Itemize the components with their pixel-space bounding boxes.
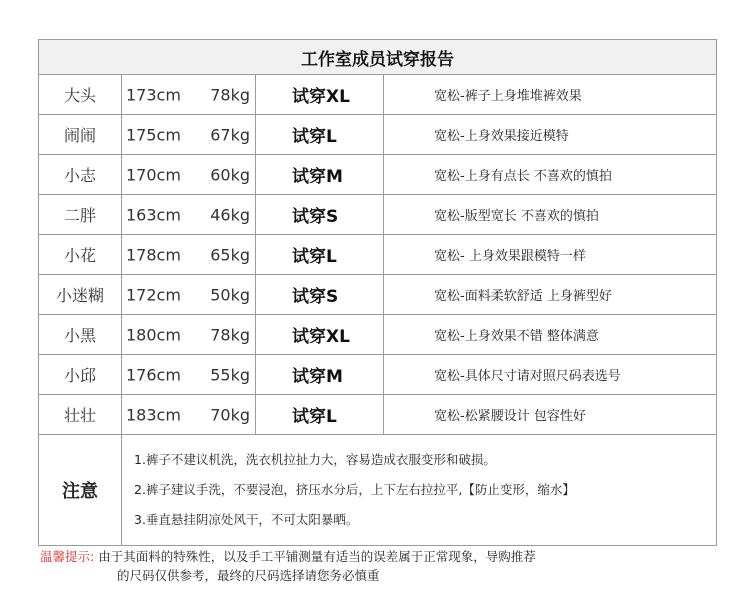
notes-label: 注意	[39, 435, 122, 546]
member-size: 试穿L	[256, 235, 384, 275]
notes-row	[39, 435, 717, 546]
member-size: 试穿M	[256, 355, 384, 395]
member-row	[39, 115, 717, 155]
member-name: 小花	[39, 235, 122, 275]
member-height: 183cm	[126, 405, 181, 424]
member-weight: 70kg	[210, 405, 250, 424]
tip-label: 温馨提示:	[40, 549, 95, 564]
member-measurements	[122, 155, 256, 195]
member-measurements	[122, 235, 256, 275]
member-name: 小志	[39, 155, 122, 195]
member-weight: 78kg	[210, 325, 250, 344]
member-height: 163cm	[126, 205, 181, 224]
member-fit-description: 宽松-版型宽长 不喜欢的慎拍	[384, 195, 717, 235]
member-fit-description: 宽松-上身有点长 不喜欢的慎拍	[384, 155, 717, 195]
member-row	[39, 395, 717, 435]
member-row	[39, 235, 717, 275]
member-fit-description: 宽松-裤子上身堆堆裤效果	[384, 75, 717, 115]
member-height: 178cm	[126, 245, 181, 264]
member-size: 试穿XL	[256, 315, 384, 355]
member-size: 试穿L	[256, 395, 384, 435]
member-weight: 50kg	[210, 285, 250, 304]
member-measurements	[122, 275, 256, 315]
note-item: 2.裤子建议手洗，不要浸泡，挤压水分后，上下左右拉拉平,【防止变形，缩水】	[134, 482, 575, 497]
member-size: 试穿S	[256, 195, 384, 235]
member-height: 172cm	[126, 285, 181, 304]
member-row	[39, 355, 717, 395]
member-measurements	[122, 115, 256, 155]
member-row	[39, 155, 717, 195]
member-row	[39, 315, 717, 355]
member-name: 小迷糊	[39, 275, 122, 315]
tip-line-1: 由于其面料的特殊性，以及手工平铺测量有适当的误差属于正常现象，导购推荐	[98, 549, 536, 564]
member-height: 180cm	[126, 325, 181, 344]
member-row	[39, 275, 717, 315]
title-row	[39, 40, 717, 75]
member-height: 176cm	[126, 365, 181, 384]
member-fit-description: 宽松-面料柔软舒适 上身裤型好	[384, 275, 717, 315]
report-table	[38, 39, 717, 546]
member-fit-description: 宽松-上身效果不错 整体满意	[384, 315, 717, 355]
member-weight: 67kg	[210, 125, 250, 144]
fitting-report	[38, 39, 716, 546]
member-size: 试穿L	[256, 115, 384, 155]
note-item: 1.裤子不建议机洗，洗衣机拉扯力大，容易造成衣服变形和破损。	[134, 452, 496, 467]
member-measurements	[122, 195, 256, 235]
report-title: 工作室成员试穿报告	[39, 40, 717, 75]
member-name: 闹闹	[39, 115, 122, 155]
member-weight: 46kg	[210, 205, 250, 224]
member-size: 试穿S	[256, 275, 384, 315]
member-weight: 60kg	[210, 165, 250, 184]
member-name: 小黑	[39, 315, 122, 355]
member-height: 170cm	[126, 165, 181, 184]
note-item: 3.垂直悬挂阴凉处风干，不可太阳暴晒。	[134, 512, 359, 527]
member-row	[39, 195, 717, 235]
member-height: 173cm	[126, 85, 181, 104]
member-measurements	[122, 75, 256, 115]
member-weight: 65kg	[210, 245, 250, 264]
warm-tip	[40, 547, 536, 585]
member-fit-description: 宽松-具体尺寸请对照尺码表选号	[384, 355, 717, 395]
member-size: 试穿M	[256, 155, 384, 195]
member-size: 试穿XL	[256, 75, 384, 115]
member-row	[39, 75, 717, 115]
member-measurements	[122, 315, 256, 355]
member-measurements	[122, 395, 256, 435]
member-name: 大头	[39, 75, 122, 115]
member-name: 壮壮	[39, 395, 122, 435]
notes-list	[122, 435, 717, 546]
member-measurements	[122, 355, 256, 395]
member-weight: 55kg	[210, 365, 250, 384]
tip-line-2: 的尺码仅供参考，最终的尺码选择请您务必慎重	[117, 568, 380, 583]
member-fit-description: 宽松- 上身效果跟模特一样	[384, 235, 717, 275]
member-fit-description: 宽松-松紧腰设计 包容性好	[384, 395, 717, 435]
member-name: 二胖	[39, 195, 122, 235]
member-name: 小邱	[39, 355, 122, 395]
member-height: 175cm	[126, 125, 181, 144]
member-weight: 78kg	[210, 85, 250, 104]
member-fit-description: 宽松-上身效果接近模特	[384, 115, 717, 155]
